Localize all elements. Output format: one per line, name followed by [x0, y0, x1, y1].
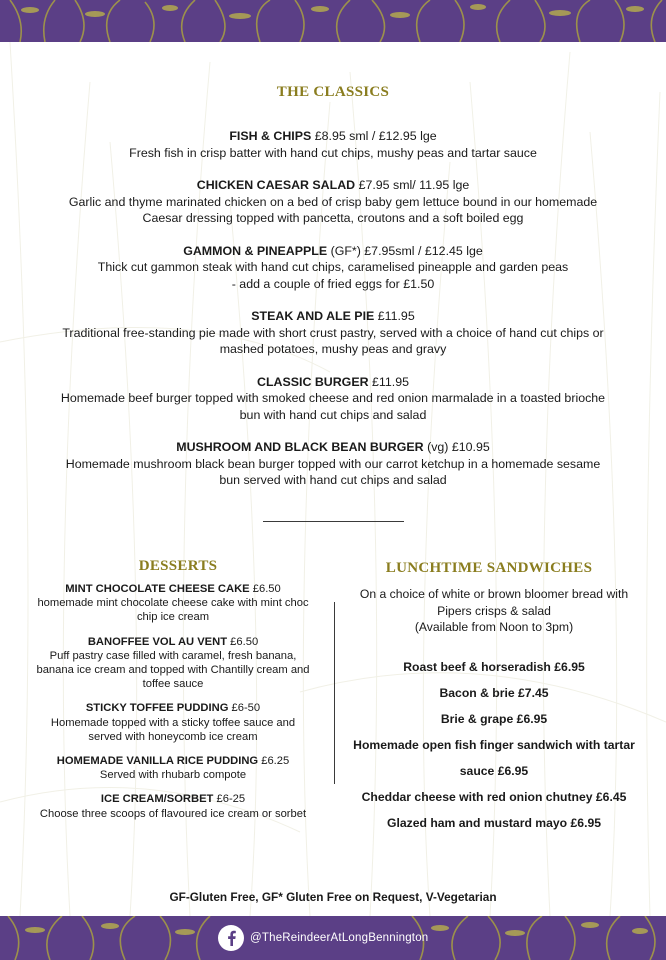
item-name: GAMMON & PINEAPPLE	[183, 243, 328, 258]
item-name: CLASSIC BURGER	[257, 374, 369, 389]
item-description: Thick cut gammon steak with hand cut chips, caramelised pineapple and garden peas	[97, 260, 569, 274]
item-price: £11.95	[377, 309, 415, 323]
sandwiches-section	[344, 586, 644, 838]
dessert-item-rice-pudding	[28, 754, 318, 782]
classics-section	[30, 128, 636, 505]
item-description: Caesar dressing topped with pancetta, croutons and a soft boiled egg	[142, 211, 524, 225]
item-description: served with honeycomb ice cream	[88, 730, 258, 743]
intro-line: (Available from Noon to 3pm)	[414, 620, 574, 634]
item-price: £6-50	[231, 702, 261, 715]
top-decorative-banner	[0, 0, 666, 42]
item-price: £6.50	[252, 583, 281, 595]
item-description: bun served with hand cut chips and salad	[219, 473, 447, 487]
item-description: toffee sauce	[142, 678, 204, 691]
menu-item-fish-chips	[30, 128, 636, 161]
item-price: £8.95 sml / £12.95 lge	[314, 129, 437, 143]
item-name: ICE CREAM/SORBET	[100, 793, 214, 806]
dessert-item-sticky-toffee	[28, 701, 318, 744]
item-description: Homemade beef burger topped with smoked cheese and red onion marmalade in a toasted brioche	[60, 391, 606, 405]
desserts-section	[28, 582, 318, 831]
menu-item-steak-ale-pie	[30, 308, 636, 358]
desserts-title: DESSERTS	[138, 558, 218, 574]
item-description: Garlic and thyme marinated chicken on a bed of crisp baby gem lettuce bound in our homemade	[68, 194, 598, 209]
intro-line: Pipers crisps & salad	[437, 603, 551, 618]
facebook-f-glyph	[224, 930, 238, 946]
item-price: £7.95 sml/ 11.95 lge	[358, 178, 470, 192]
item-name: FISH & CHIPS	[229, 129, 312, 143]
facebook-icon	[218, 925, 244, 951]
item-description: Traditional free-standing pie made with short crust pastry, served with a choice of hand cut chips or	[62, 325, 604, 340]
classics-title: THE CLASSICS	[276, 84, 390, 100]
sandwich-item: Cheddar cheese with red onion chutney £6.45	[361, 789, 627, 804]
item-description: Served with rhubarb compote	[99, 769, 247, 782]
item-description: Homemade topped with a sticky toffee sauce and	[50, 716, 296, 729]
column-divider	[334, 602, 335, 784]
item-description: Choose three scoops of flavoured ice cream or sorbet	[39, 807, 307, 820]
item-description: mashed potatoes, mushy peas and gravy	[219, 342, 447, 356]
dessert-item-ice-cream	[28, 792, 318, 820]
menu-item-mushroom-black-bean-burger	[30, 439, 636, 489]
dietary-footnote: GF-Gluten Free, GF* Gluten Free on Request, V-Vegetarian	[169, 890, 497, 904]
section-divider	[263, 521, 404, 522]
item-name: MINT CHOCOLATE CHEESE CAKE	[65, 583, 250, 595]
sandwich-item: Bacon & brie £7.45	[439, 685, 549, 700]
item-price: £6.25	[261, 755, 290, 768]
item-name: STEAK AND ALE PIE	[251, 309, 375, 323]
item-description: banana ice cream and topped with Chantilly cream and	[36, 664, 310, 677]
sandwich-item: Glazed ham and mustard mayo £6.95	[386, 815, 602, 830]
menu-item-chicken-caesar-salad	[30, 177, 636, 227]
grass-pattern-top	[0, 0, 666, 42]
item-description: - add a couple of fried eggs for £1.50	[231, 276, 435, 291]
item-price: £11.95	[372, 374, 409, 389]
item-price: (GF*) £7.95sml / £12.45 lge	[330, 243, 483, 258]
item-description: Puff pastry case filled with caramel, fresh banana,	[49, 649, 297, 662]
menu-item-gammon-pineapple	[30, 243, 636, 293]
sandwich-item: Roast beef & horseradish £6.95	[403, 659, 585, 674]
item-description: homemade mint chocolate cheese cake with mint choc	[37, 597, 309, 610]
dessert-item-mint-cheesecake	[28, 582, 318, 625]
item-name: BANOFFEE VOL AU VENT	[87, 635, 228, 648]
item-price: (vg) £10.95	[427, 440, 490, 454]
sandwiches-intro	[344, 586, 644, 636]
item-name: HOMEMADE VANILLA RICE PUDDING	[56, 755, 259, 768]
intro-line: On a choice of white or brown bloomer bread with	[359, 587, 629, 601]
menu-item-classic-burger	[30, 374, 636, 424]
item-price: £6-25	[216, 793, 246, 806]
sandwich-item: Brie & grape £6.95	[440, 711, 548, 726]
item-description: Homemade mushroom black bean burger topped with our carrot ketchup in a homemade sesame	[65, 456, 601, 471]
item-price: £6.50	[230, 635, 259, 648]
sandwich-item: sauce £6.95	[459, 763, 529, 778]
facebook-link[interactable]	[218, 925, 428, 951]
item-name: STICKY TOFFEE PUDDING	[85, 702, 229, 715]
sandwich-item: Homemade open fish finger sandwich with tartar	[353, 737, 635, 752]
item-description: Fresh fish in crisp batter with hand cut chips, mushy peas and tartar sauce	[129, 145, 537, 160]
dessert-item-banoffee	[28, 635, 318, 692]
item-description: bun with hand cut chips and salad	[239, 407, 427, 422]
sandwiches-title: LUNCHTIME SANDWICHES	[385, 560, 593, 576]
item-name: CHICKEN CAESAR SALAD	[196, 178, 356, 192]
item-name: MUSHROOM AND BLACK BEAN BURGER	[176, 440, 424, 454]
facebook-handle: @TheReindeerAtLongBennington	[250, 932, 429, 944]
item-description: chip ice cream	[136, 611, 210, 624]
